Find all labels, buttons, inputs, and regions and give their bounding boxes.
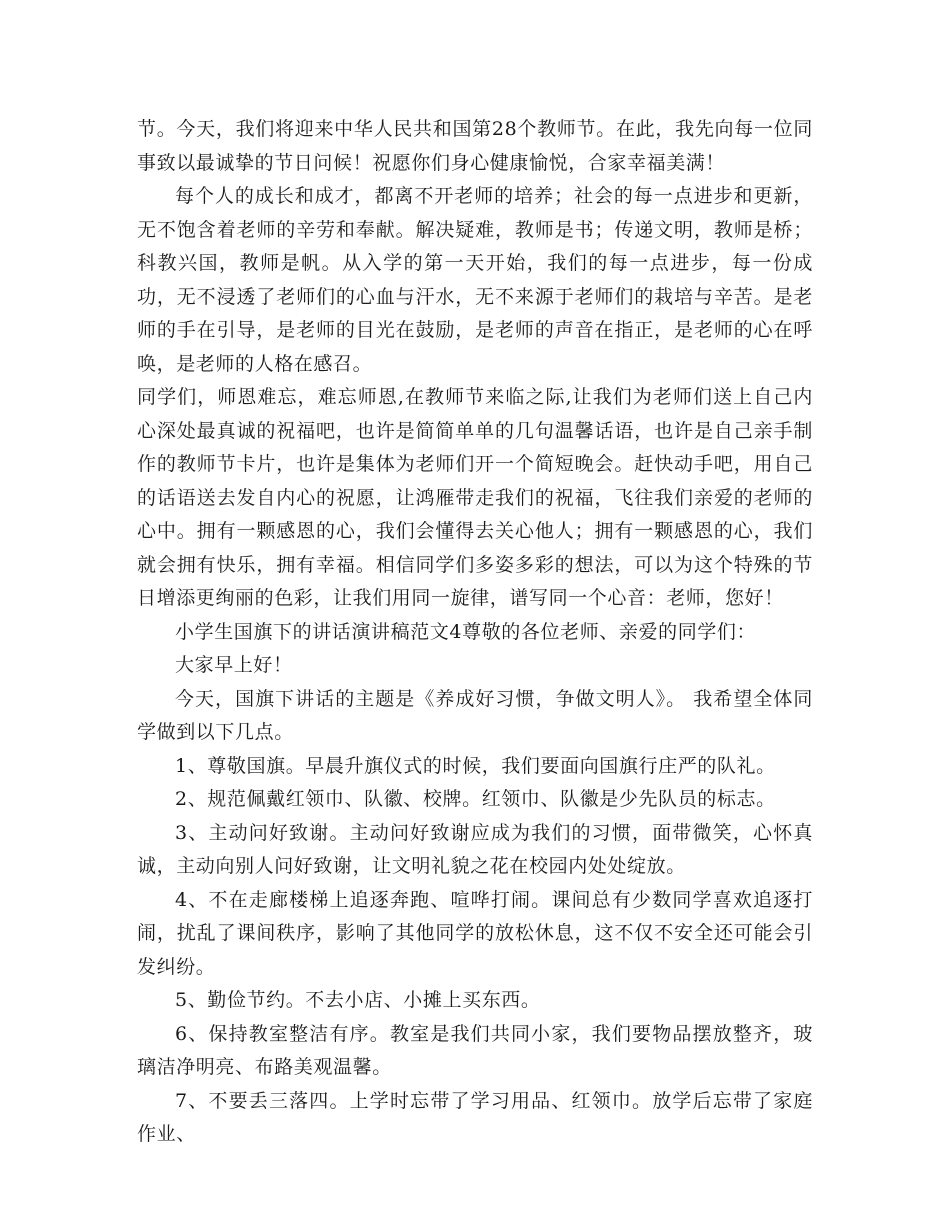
list-item: 2、规范佩戴红领巾、队徽、校牌。红领巾、队徽是少先队员的标志。	[175, 788, 776, 810]
list-item: 1、尊敬国旗。早晨升旗仪式的时候，我们要面向国旗行庄严的队礼。	[175, 754, 776, 777]
document-page	[137, 113, 813, 1152]
list-item: 3、主动问好致谢。主动问好致谢应成为我们的习惯，面带微笑，心怀真诚，主动向别人问好致谢，让文明礼貌之花在校园内处处绽放。	[137, 821, 813, 877]
list-item: 7、不要丢三落四。上学时忘带了学习用品、红领巾。放学后忘带了家庭作业、	[137, 1089, 813, 1145]
list-item: 6、保持教室整洁有序。教室是我们共同小家，我们要物品摆放整齐，玻璃洁净明亮、布路美观温馨。	[137, 1022, 813, 1078]
paragraph: 大家早上好！	[175, 654, 293, 676]
paragraph: 今天，国旗下讲话的主题是《养成好习惯，争做文明人》。 我希望全体同学做到以下几点。	[137, 687, 813, 743]
list-item: 4、不在走廊楼梯上追逐奔跑、喧哗打闹。课间总有少数同学喜欢追逐打闹，扰乱了课间秩序，影响了其他同学的放松休息，这不仅不安全还可能会引发纠纷。	[137, 888, 813, 978]
paragraph: 每个人的成长和成才，都离不开老师的培养；社会的每一点进步和更新，无不饱含着老师的辛劳和奉献。解决疑难，教师是书；传递文明，教师是桥；科教兴国，教师是帆。从入学的第一天开始，我们的每一点进步，每一份成功，无不浸透了老师们的心血与汗水，无不来源于老师们的栽培与辛苦。是老师的手在引导，是老师的目光在鼓励，是老师的声音在指正，是老师的心在呼唤，是老师的人格在感召。	[137, 185, 813, 375]
paragraph: 节。今天，我们将迎来中华人民共和国第28个教师节。在此，我先向每一位同事致以最诚挚的节日问候！祝愿你们身心健康愉悦，合家幸福美满！	[137, 118, 813, 174]
list-item: 5、勤俭节约。不去小店、小摊上买东西。	[175, 989, 541, 1011]
paragraph: 同学们，师恩难忘，难忘师恩,在教师节来临之际,让我们为老师们送上自己内心深处最真诚的祝福吧，也许是简简单单的几句温馨话语，也许是自己亲手制作的教师节卡片，也许是集体为老师们开一个简短晚会。赶快动手吧，用自己的话语送去发自内心的祝愿，让鸿雁带走我们的祝福，飞往我们亲爱的老师的心中。拥有一颗感恩的心，我们会懂得去关心他人；拥有一颗感恩的心，我们就会拥有快乐，拥有幸福。相信同学们多姿多彩的想法，可以为这个特殊的节日增添更绚丽的色彩，让我们用同一旋律，谱写同一个心音：老师，您好！	[137, 386, 813, 609]
paragraph: 小学生国旗下的讲话演讲稿范文4尊敬的各位老师、亲爱的同学们：	[175, 620, 757, 643]
